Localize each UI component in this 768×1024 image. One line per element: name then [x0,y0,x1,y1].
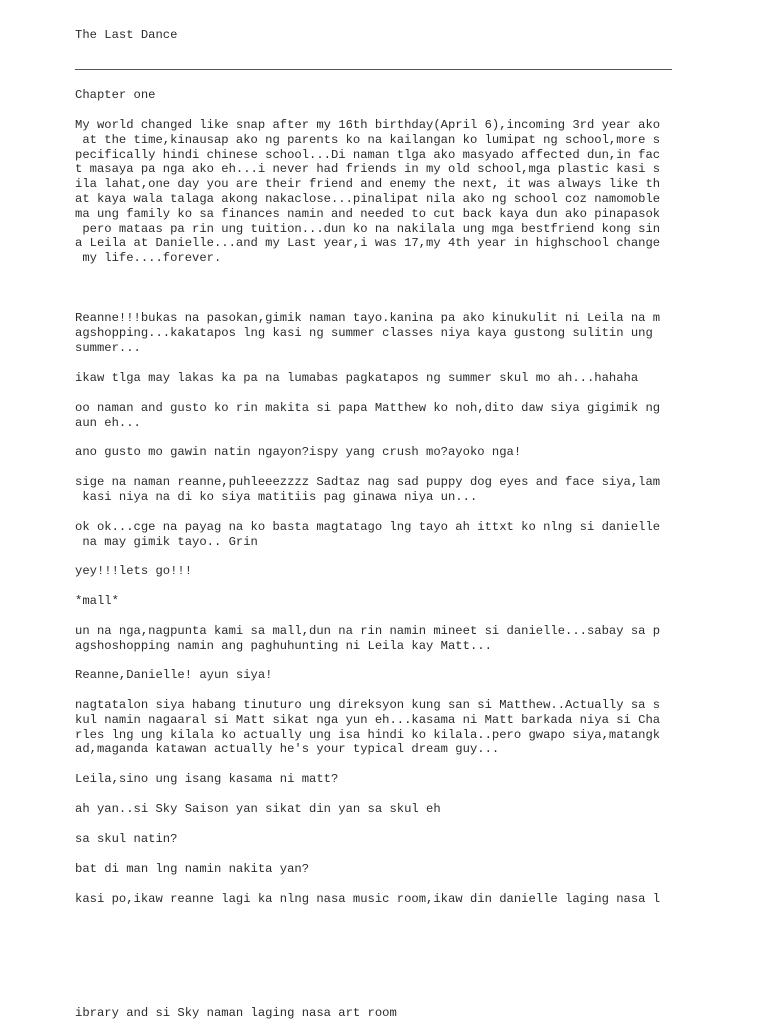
text-line: Reanne,Danielle! ayun siya! [75,668,273,682]
chapter-heading: Chapter one [75,88,156,102]
paragraph-12 [75,772,338,787]
paragraph-14 [75,832,177,847]
text-line: a Leila at Danielle...and my Last year,i was 17,my 4th year in highschool change [75,236,661,251]
document-title: The Last Dance [75,28,178,42]
text-line: Leila,sino ung isang kasama ni matt? [75,772,339,786]
text-line: bat di man lng namin nakita yan? [75,862,310,876]
text-line: kul namin nagaaral si Matt sikat nga yun eh...kasama ni Matt barkada niya si Cha [75,712,661,727]
text-line: kasi po,ikaw reanne lagi ka nlng nasa music room,ikaw din danielle laging nasa l [75,892,661,906]
text-line: oo naman and gusto ko rin makita si papa Matthew ko noh,dito daw siya gigimik ng [75,401,661,415]
paragraph-1 [75,311,660,355]
paragraph-5 [75,475,660,505]
paragraph-15 [75,862,309,877]
text-line: My world changed like snap after my 16th birthday(April 6),incoming 3rd year ako [75,118,661,132]
paragraph-17 [75,1006,397,1021]
text-line: at kaya wala talaga akong nakaclose...pinalipat nila ako ng school coz namomoble [75,191,661,206]
text-line: summer... [75,340,141,355]
text-line: ah yan..si Sky Saison yan sikat din yan sa skul eh [75,802,441,816]
intro-paragraph [75,118,660,266]
text-line: ikaw tlga may lakas ka pa na lumabas pagkatapos ng summer skul mo ah...hahaha [75,371,639,385]
paragraph-10 [75,668,272,683]
text-line: rles lng ung kilala ko actually ung isa hindi ko kilala..pero gwapo siya,matangk [75,727,661,742]
text-line: at the time,kinausap ako ng parents ko na kailangan ko lumipat ng school,more s [75,132,661,147]
text-line: *mall* [75,594,119,608]
text-line: kasi niya na di ko siya matitiis pag ginawa niya un... [75,489,478,504]
text-line: ma ung family ko sa finances namin and needed to cut back kaya dun ako pinapasok [75,206,661,221]
text-line: pero mataas pa rin ung tuition...dun ko na nakilala ung mga bestfriend kong sin [75,221,661,236]
paragraph-3 [75,401,660,431]
text-line: my life....forever. [75,251,222,266]
text-line: pecifically hindi chinese school...Di naman tlga ako masyado affected dun,in fac [75,147,661,162]
text-line: sige na naman reanne,puhleeezzzz Sadtaz nag sad puppy dog eyes and face siya,lam [75,475,661,489]
text-line: yey!!!lets go!!! [75,564,193,578]
paragraph-9 [75,624,660,654]
text-line: na may gimik tayo.. Grin [75,534,258,549]
text-line: ano gusto mo gawin natin ngayon?ispy yang crush mo?ayoko nga! [75,445,522,459]
text-line: sa skul natin? [75,832,178,846]
paragraph-4 [75,445,521,460]
text-line: t masaya pa nga ako eh...i never had friends in my old school,mga plastic kasi s [75,162,661,177]
text-line: ad,maganda katawan actually he's your typical dream guy... [75,742,500,757]
text-line: un na nga,nagpunta kami sa mall,dun na rin namin mineet si danielle...sabay sa p [75,624,661,638]
text-line: aun eh... [75,415,141,430]
text-line: agshopping...kakatapos lng kasi ng summer classes niya kaya gustong sulitin ung [75,325,653,340]
text-line: agshoshopping namin ang paghuhunting ni Leila kay Matt... [75,638,492,653]
paragraph-7 [75,564,192,579]
paragraph-11 [75,698,660,757]
paragraph-16 [75,892,660,907]
paragraph-8 [75,594,119,609]
text-line: ok ok...cge na payag na ko basta magtatago lng tayo ah ittxt ko nlng si danielle [75,520,661,534]
paragraph-6 [75,520,660,550]
text-line: Reanne!!!bukas na pasokan,gimik naman tayo.kanina pa ako kinukulit ni Leila na m [75,311,661,325]
paragraph-13 [75,802,441,817]
paragraph-2 [75,371,638,386]
text-line: ibrary and si Sky naman laging nasa art room [75,1006,397,1020]
title-divider [75,69,672,70]
text-line: ila lahat,one day you are their friend and enemy the next, it was always like th [75,177,661,192]
text-line: nagtatalon siya habang tinuturo ung direksyon kung san si Matthew..Actually sa s [75,698,661,712]
